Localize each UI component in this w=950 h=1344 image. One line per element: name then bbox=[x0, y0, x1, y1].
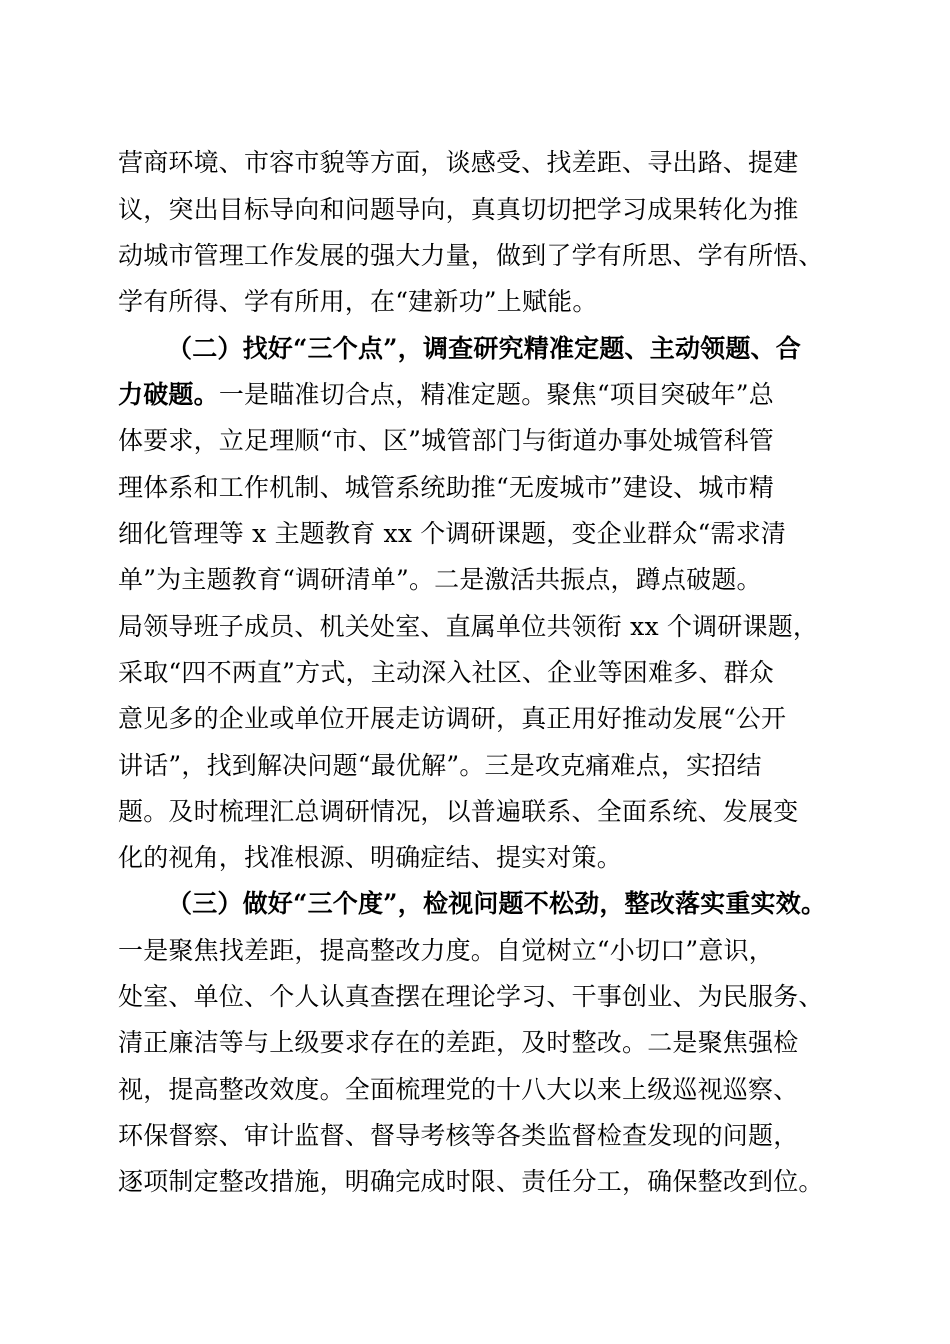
paragraph-3-heading: （三）做好“三个度”，检视问题不松劲，整改落实重实效。 bbox=[167, 889, 827, 918]
paragraph-2-heading-end: 力破题。 bbox=[118, 380, 219, 409]
paragraph-1-line-2: 议，突出目标导向和问题导向，真真切切把学习成果转化为推 bbox=[118, 195, 799, 224]
paragraph-2-line-11: 题。及时梳理汇总调研情况，以普遍联系、全面系统、发展变 bbox=[118, 797, 799, 826]
paragraph-3-line-6: 环保督察、审计监督、督导考核等各类监督检查发现的问题， bbox=[118, 1121, 799, 1150]
paragraph-3-line-4: 清正廉洁等与上级要求存在的差距，及时整改。二是聚焦强检 bbox=[118, 1028, 799, 1057]
paragraph-2-line-8: 采取“四不两直”方式，主动深入社区、企业等困难多、群众 bbox=[118, 658, 774, 687]
paragraph-3-line-3: 处室、单位、个人认真查摆在理论学习、干事创业、为民服务、 bbox=[118, 982, 824, 1011]
paragraph-2-line-10: 讲话”，找到解决问题“最优解”。三是攻克痛难点，实招结 bbox=[118, 751, 762, 780]
paragraph-2-line-6: 单”为主题教育“调研清单”。二是激活共振点，蹲点破题。 bbox=[118, 565, 762, 594]
paragraph-2-heading: （二）找好“三个点”，调查研究精准定题、主动领题、合 bbox=[167, 334, 801, 363]
paragraph-1-line-4: 学有所得、学有所用，在“建新功”上赋能。 bbox=[118, 287, 598, 316]
paragraph-3-line-2: 一是聚焦找差距，提高整改力度。自觉树立“小切口”意识， bbox=[118, 936, 774, 965]
paragraph-3-line-5: 视，提高整改效度。全面梳理党的十八大以来上级巡视巡察、 bbox=[118, 1075, 799, 1104]
paragraph-2-line-5: 细化管理等 x 主题教育 xx 个调研课题，变企业群众“需求清 bbox=[118, 519, 787, 548]
paragraph-2-line-2-text: 一是瞄准切合点，精准定题。聚焦“项目突破年”总 bbox=[218, 380, 774, 409]
paragraph-1-line-3: 动城市管理工作发展的强大力量，做到了学有所思、学有所悟、 bbox=[118, 241, 824, 270]
paragraph-2-line-7: 局领导班子成员、机关处室、直属单位共领衔 xx 个调研课题， bbox=[118, 612, 819, 641]
paragraph-2-line-2 bbox=[118, 375, 848, 415]
paragraph-2-line-12: 化的视角，找准根源、明确症结、提实对策。 bbox=[118, 843, 623, 872]
paragraph-3-line-7: 逐项制定整改措施，明确完成时限、责任分工，确保整改到位。 bbox=[118, 1167, 824, 1196]
paragraph-2-line-4: 理体系和工作机制、城管系统助推“无废城市”建设、城市精 bbox=[118, 473, 774, 502]
paragraph-2-line-9: 意见多的企业或单位开展走访调研，真正用好推动发展“公开 bbox=[118, 704, 787, 733]
paragraph-2-line-3: 体要求，立足理顺“市、区”城管部门与街道办事处城管科管 bbox=[118, 426, 774, 455]
paragraph-1-line-1: 营商环境、市容市貌等方面，谈感受、找差距、寻出路、提建 bbox=[118, 148, 799, 177]
